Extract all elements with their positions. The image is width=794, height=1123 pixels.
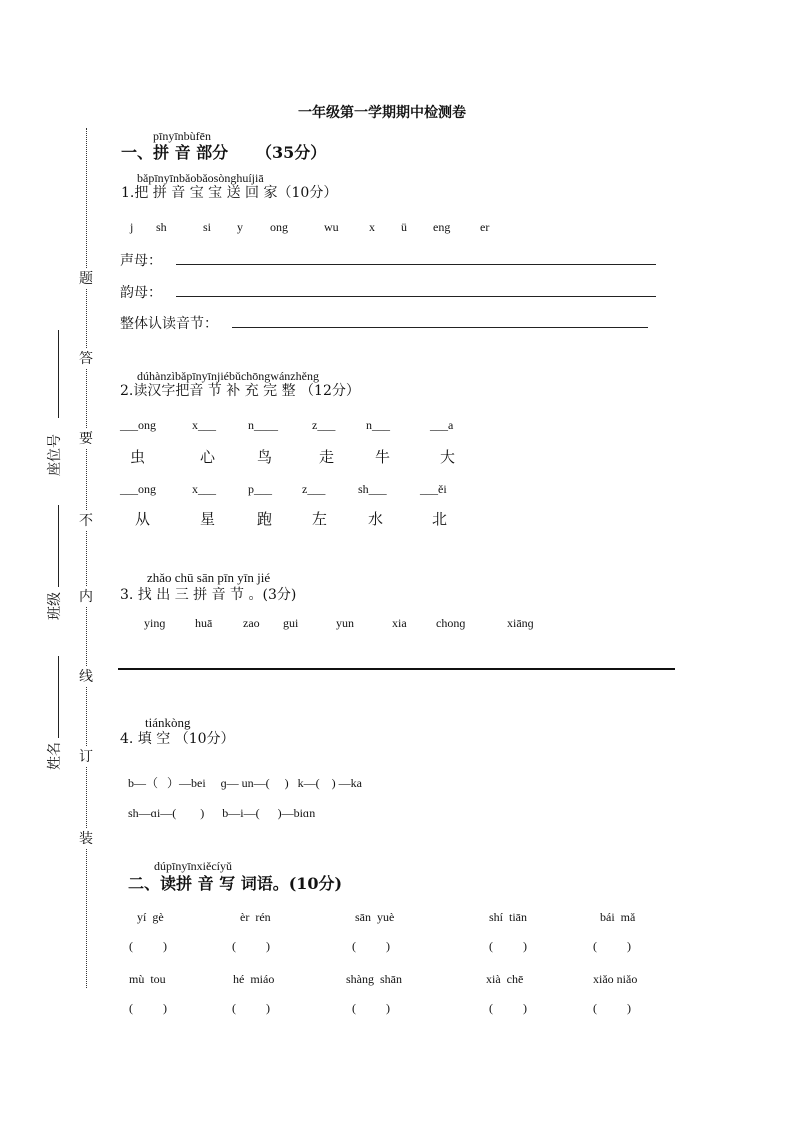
q2-row1-blank[interactable]: ___ong <box>120 418 156 432</box>
q2-pinyin: dúhànzìbǎpīnyīnjiébǔchōngwánzhěng <box>137 369 319 383</box>
q1-item: er <box>480 220 490 234</box>
q2-row1-char: 走 <box>319 448 335 466</box>
name-line[interactable] <box>58 656 59 738</box>
sec2-answer-paren[interactable]: ( ) <box>593 1001 631 1015</box>
q2-row2-blank[interactable]: x___ <box>192 482 216 496</box>
binding-char: 内 <box>79 586 93 606</box>
q3-item: gui <box>283 616 299 630</box>
binding-char: 不 <box>79 510 93 530</box>
class-label: 班级 <box>47 592 63 620</box>
sec2-word: yí gè <box>137 910 164 924</box>
shengmu-answer-line[interactable] <box>176 264 656 265</box>
sec2-answer-paren[interactable]: ( ) <box>352 1001 390 1015</box>
q3-item: chonɡ <box>436 616 466 630</box>
sec2-word: èr rén <box>240 910 271 924</box>
q2-row2-blank[interactable]: ___ěi <box>420 482 447 496</box>
sec2-word: shí tiān <box>489 910 527 924</box>
section1-pinyin: pīnyīnbùfēn <box>153 129 211 143</box>
sec2-answer-paren[interactable]: ( ) <box>489 939 527 953</box>
sec2-answer-paren[interactable]: ( ) <box>593 939 631 953</box>
sec2-answer-paren[interactable]: ( ) <box>232 1001 270 1015</box>
q2-row1-blank[interactable]: z___ <box>312 418 336 432</box>
q2-row2-blank[interactable]: z___ <box>302 482 326 496</box>
q1-item: y <box>237 220 243 234</box>
page-title: 一年级第一学期期中检测卷 <box>298 105 466 121</box>
section1-heading: 一、拼 音 部分 <box>121 143 229 162</box>
shengmu-label: 声母： <box>120 253 162 269</box>
q2-row2-char: 从 <box>135 510 151 528</box>
sec2-word: xiǎo niǎo <box>593 972 638 986</box>
q3-item: xiānɡ <box>507 616 534 630</box>
sec2-word: shàng shān <box>346 972 402 986</box>
q2-row1-blank[interactable]: ___a <box>430 418 454 432</box>
sec2-answer-paren[interactable]: ( ) <box>129 939 167 953</box>
section1-score: （35分） <box>256 143 327 162</box>
yunmu-answer-line[interactable] <box>176 296 656 297</box>
sec2-word: bái mǎ <box>600 910 636 924</box>
section2-heading: 二、读拼 音 写 词语。(10分) <box>128 874 343 893</box>
binding-char: 答 <box>79 348 93 368</box>
zhengti-label: 整体认读音节： <box>120 316 218 332</box>
q2-row2-blank[interactable]: p___ <box>248 482 272 496</box>
q2-row1-char: 心 <box>200 448 216 466</box>
q2-row2-blank[interactable]: sh___ <box>358 482 387 496</box>
q3-item: zao <box>243 616 260 630</box>
q2-row1-blank[interactable]: n___ <box>366 418 390 432</box>
sec2-word: sān yuè <box>355 910 395 924</box>
yunmu-label: 韵母： <box>120 285 162 301</box>
q2-row1-blank[interactable]: x___ <box>192 418 216 432</box>
q1-item: sh <box>156 220 167 234</box>
q4-row1[interactable]: b—（ ）—bei ɡ— un—( ) k—( ) —ka <box>128 776 362 790</box>
sec2-answer-paren[interactable]: ( ) <box>129 1001 167 1015</box>
q2-row1-char: 鸟 <box>257 448 273 466</box>
q3-item: xia <box>392 616 407 630</box>
sec2-answer-paren[interactable]: ( ) <box>489 1001 527 1015</box>
section2-pinyin: dúpīnyīnxiěcíyǔ <box>154 859 232 873</box>
binding-char: 装 <box>79 828 93 848</box>
q1-item: eng <box>433 220 451 234</box>
binding-char: 线 <box>79 666 93 686</box>
q1-item: si <box>203 220 212 234</box>
q4-row2[interactable]: sh—ɑi—( ) b—i—( )—biɑn <box>128 806 316 820</box>
sec2-answer-paren[interactable]: ( ) <box>352 939 390 953</box>
q4-heading: 4. 填 空 （10分） <box>120 731 235 747</box>
q4-pinyin: tiánkòng <box>145 715 191 730</box>
binding-char: 要 <box>79 428 93 448</box>
q2-row2-char: 跑 <box>257 510 273 528</box>
class-line[interactable] <box>58 505 59 587</box>
q1-heading: 1.把 拼 音 宝 宝 送 回 家（10分） <box>121 185 338 201</box>
q2-row2-blank[interactable]: ___ong <box>120 482 156 496</box>
q3-heading: 3. 找 出 三 拼 音 节 。(3分) <box>120 587 297 603</box>
sec2-word: xià chē <box>486 972 524 986</box>
q3-pinyin: zhǎo chū sān pīn yīn jié <box>147 570 271 585</box>
binding-char: 题 <box>79 268 93 288</box>
seat-number-line[interactable] <box>58 330 59 418</box>
q3-item: yun <box>336 616 354 630</box>
q1-item: x <box>369 220 375 234</box>
q2-row1-char: 牛 <box>375 448 391 466</box>
q3-item: huā <box>195 616 213 630</box>
q2-row2-char: 星 <box>200 510 216 528</box>
sec2-word: hé miáo <box>233 972 275 986</box>
q1-item: j <box>130 220 134 234</box>
q1-item: ü <box>401 220 407 234</box>
q3-answer-line[interactable] <box>118 668 675 670</box>
q1-pinyin: bǎpīnyīnbǎobǎosònghuíjiā <box>137 171 264 185</box>
q2-heading: 2.读汉字把音 节 补 充 完 整 （12分） <box>120 383 360 399</box>
q2-row2-char: 左 <box>312 510 328 528</box>
sec2-word: mù tou <box>129 972 166 986</box>
q1-item: ong <box>270 220 288 234</box>
sec2-answer-paren[interactable]: ( ) <box>232 939 270 953</box>
q2-row1-char: 大 <box>440 448 456 466</box>
q2-row2-char: 水 <box>368 510 384 528</box>
binding-dotted-line <box>86 128 87 988</box>
seat-number-label: 座位号 <box>47 434 63 476</box>
zhengti-answer-line[interactable] <box>232 327 648 328</box>
name-label: 姓名 <box>47 742 63 770</box>
q3-item: yinɡ <box>144 616 166 630</box>
q2-row2-char: 北 <box>432 510 448 528</box>
q2-row1-blank[interactable]: n____ <box>248 418 278 432</box>
binding-char: 订 <box>79 746 93 766</box>
q2-row1-char: 虫 <box>130 448 146 466</box>
q1-item: wu <box>324 220 339 234</box>
